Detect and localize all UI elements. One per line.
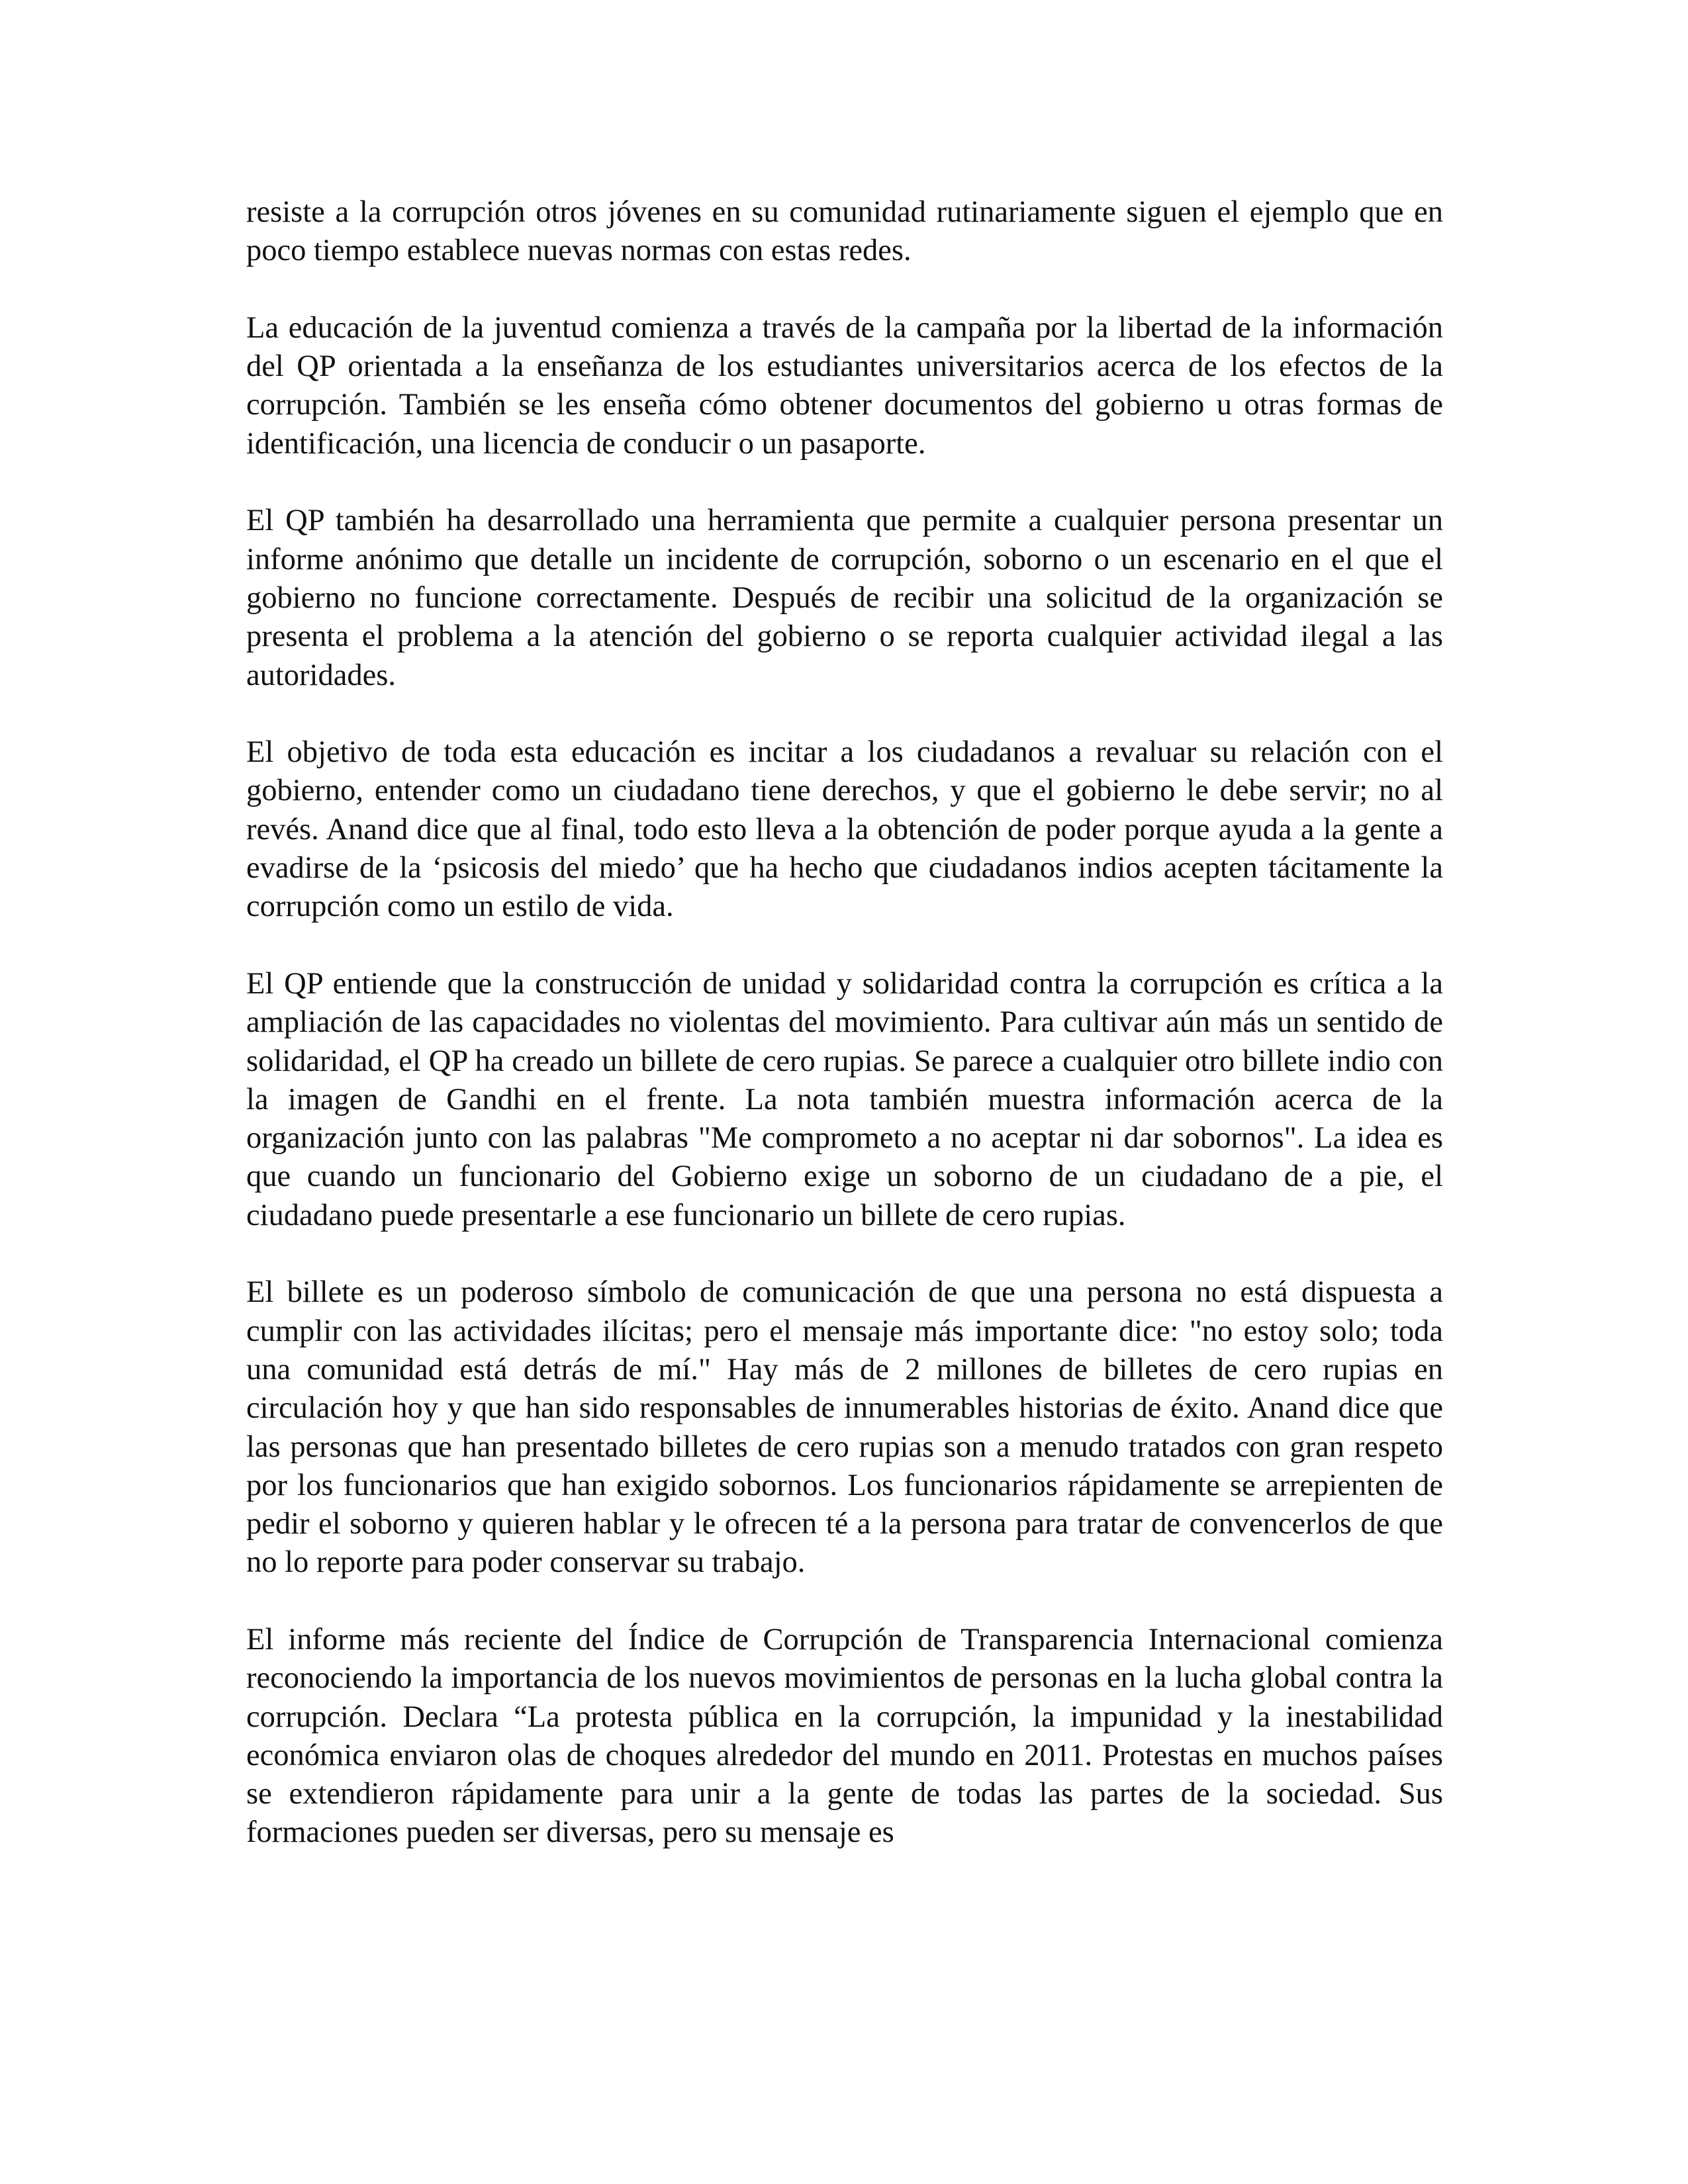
paragraph-3: El QP también ha desarrollado una herramienta que permite a cualquier persona presentar un informe anónimo que detalle un incidente de corrupción, soborno o un escenario en el que el gobierno no funcione correctamente. Después de recibir una solicitud de la organización se presenta el problema a la atención del gobierno o se reporta cualquier actividad ilegal a las autoridades. (246, 504, 1443, 692)
paragraph-6: El billete es un poderoso símbolo de comunicación de que una persona no está dispuesta a cumplir con las actividades ilícitas; pero el mensaje más importante dice: "no estoy solo; toda una comunidad está detrás de mí." Hay más de 2 millones de billetes de cero rupias en circulación hoy y que han sido responsables de innumerables historias de éxito. Anand dice que las personas que han presentado billetes de cero rupias son a menudo tratados con gran respeto por los funcionarios que han exigido sobornos. Los funcionarios rápidamente se arrepienten de pedir el soborno y quieren hablar y le ofrecen té a la persona para tratar de convencerlos de que no lo reporte para poder conservar su trabajo. (246, 1275, 1443, 1580)
paragraph-4: El objetivo de toda esta educación es incitar a los ciudadanos a revaluar su relación con el gobierno, entender como un ciudadano tiene derechos, y que el gobierno le debe servir; no al revés. Anand dice que al final, todo esto lleva a la obtención de poder porque ayuda a la gente a evadirse de la ‘psicosis del miedo’ que ha hecho que ciudadanos indios acepten tácitamente la corrupción como un estilo de vida. (246, 735, 1443, 924)
paragraph-7: El informe más reciente del Índice de Corrupción de Transparencia Internacional comienza reconociendo la importancia de los nuevos movimientos de personas en la lucha global contra la corrupción. Declara “La protesta pública en la corrupción, la impunidad y la inestabilidad económica enviaron olas de choques alrededor del mundo en 2011. Protestas en muchos países se extendieron rápidamente para unir a la gente de todas las partes de la sociedad. Sus formaciones pueden ser diversas, pero su mensaje es (246, 1622, 1443, 1850)
document-body (246, 193, 1443, 1891)
paragraph-5: El QP entiende que la construcción de unidad y solidaridad contra la corrupción es crítica a la ampliación de las capacidades no violentas del movimiento. Para cultivar aún más un sentido de solidaridad, el QP ha creado un billete de cero rupias. Se parece a cualquier otro billete indio con la imagen de Gandhi en el frente. La nota también muestra información acerca de la organización junto con las palabras "Me comprometo a no aceptar ni dar sobornos". La idea es que cuando un funcionario del Gobierno exige un soborno de un ciudadano de a pie, el ciudadano puede presentarle a ese funcionario un billete de cero rupias. (246, 966, 1443, 1232)
paragraph-2: La educación de la juventud comienza a través de la campaña por la libertad de la información del QP orientada a la enseñanza de los estudiantes universitarios acerca de los efectos de la corrupción. También se les enseña cómo obtener documentos del gobierno u otras formas de identificación, una licencia de conducir o un pasaporte. (246, 310, 1443, 461)
paragraph-1: resiste a la corrupción otros jóvenes en su comunidad rutinariamente siguen el ejemplo que en poco tiempo establece nuevas normas con estas redes. (246, 195, 1443, 268)
